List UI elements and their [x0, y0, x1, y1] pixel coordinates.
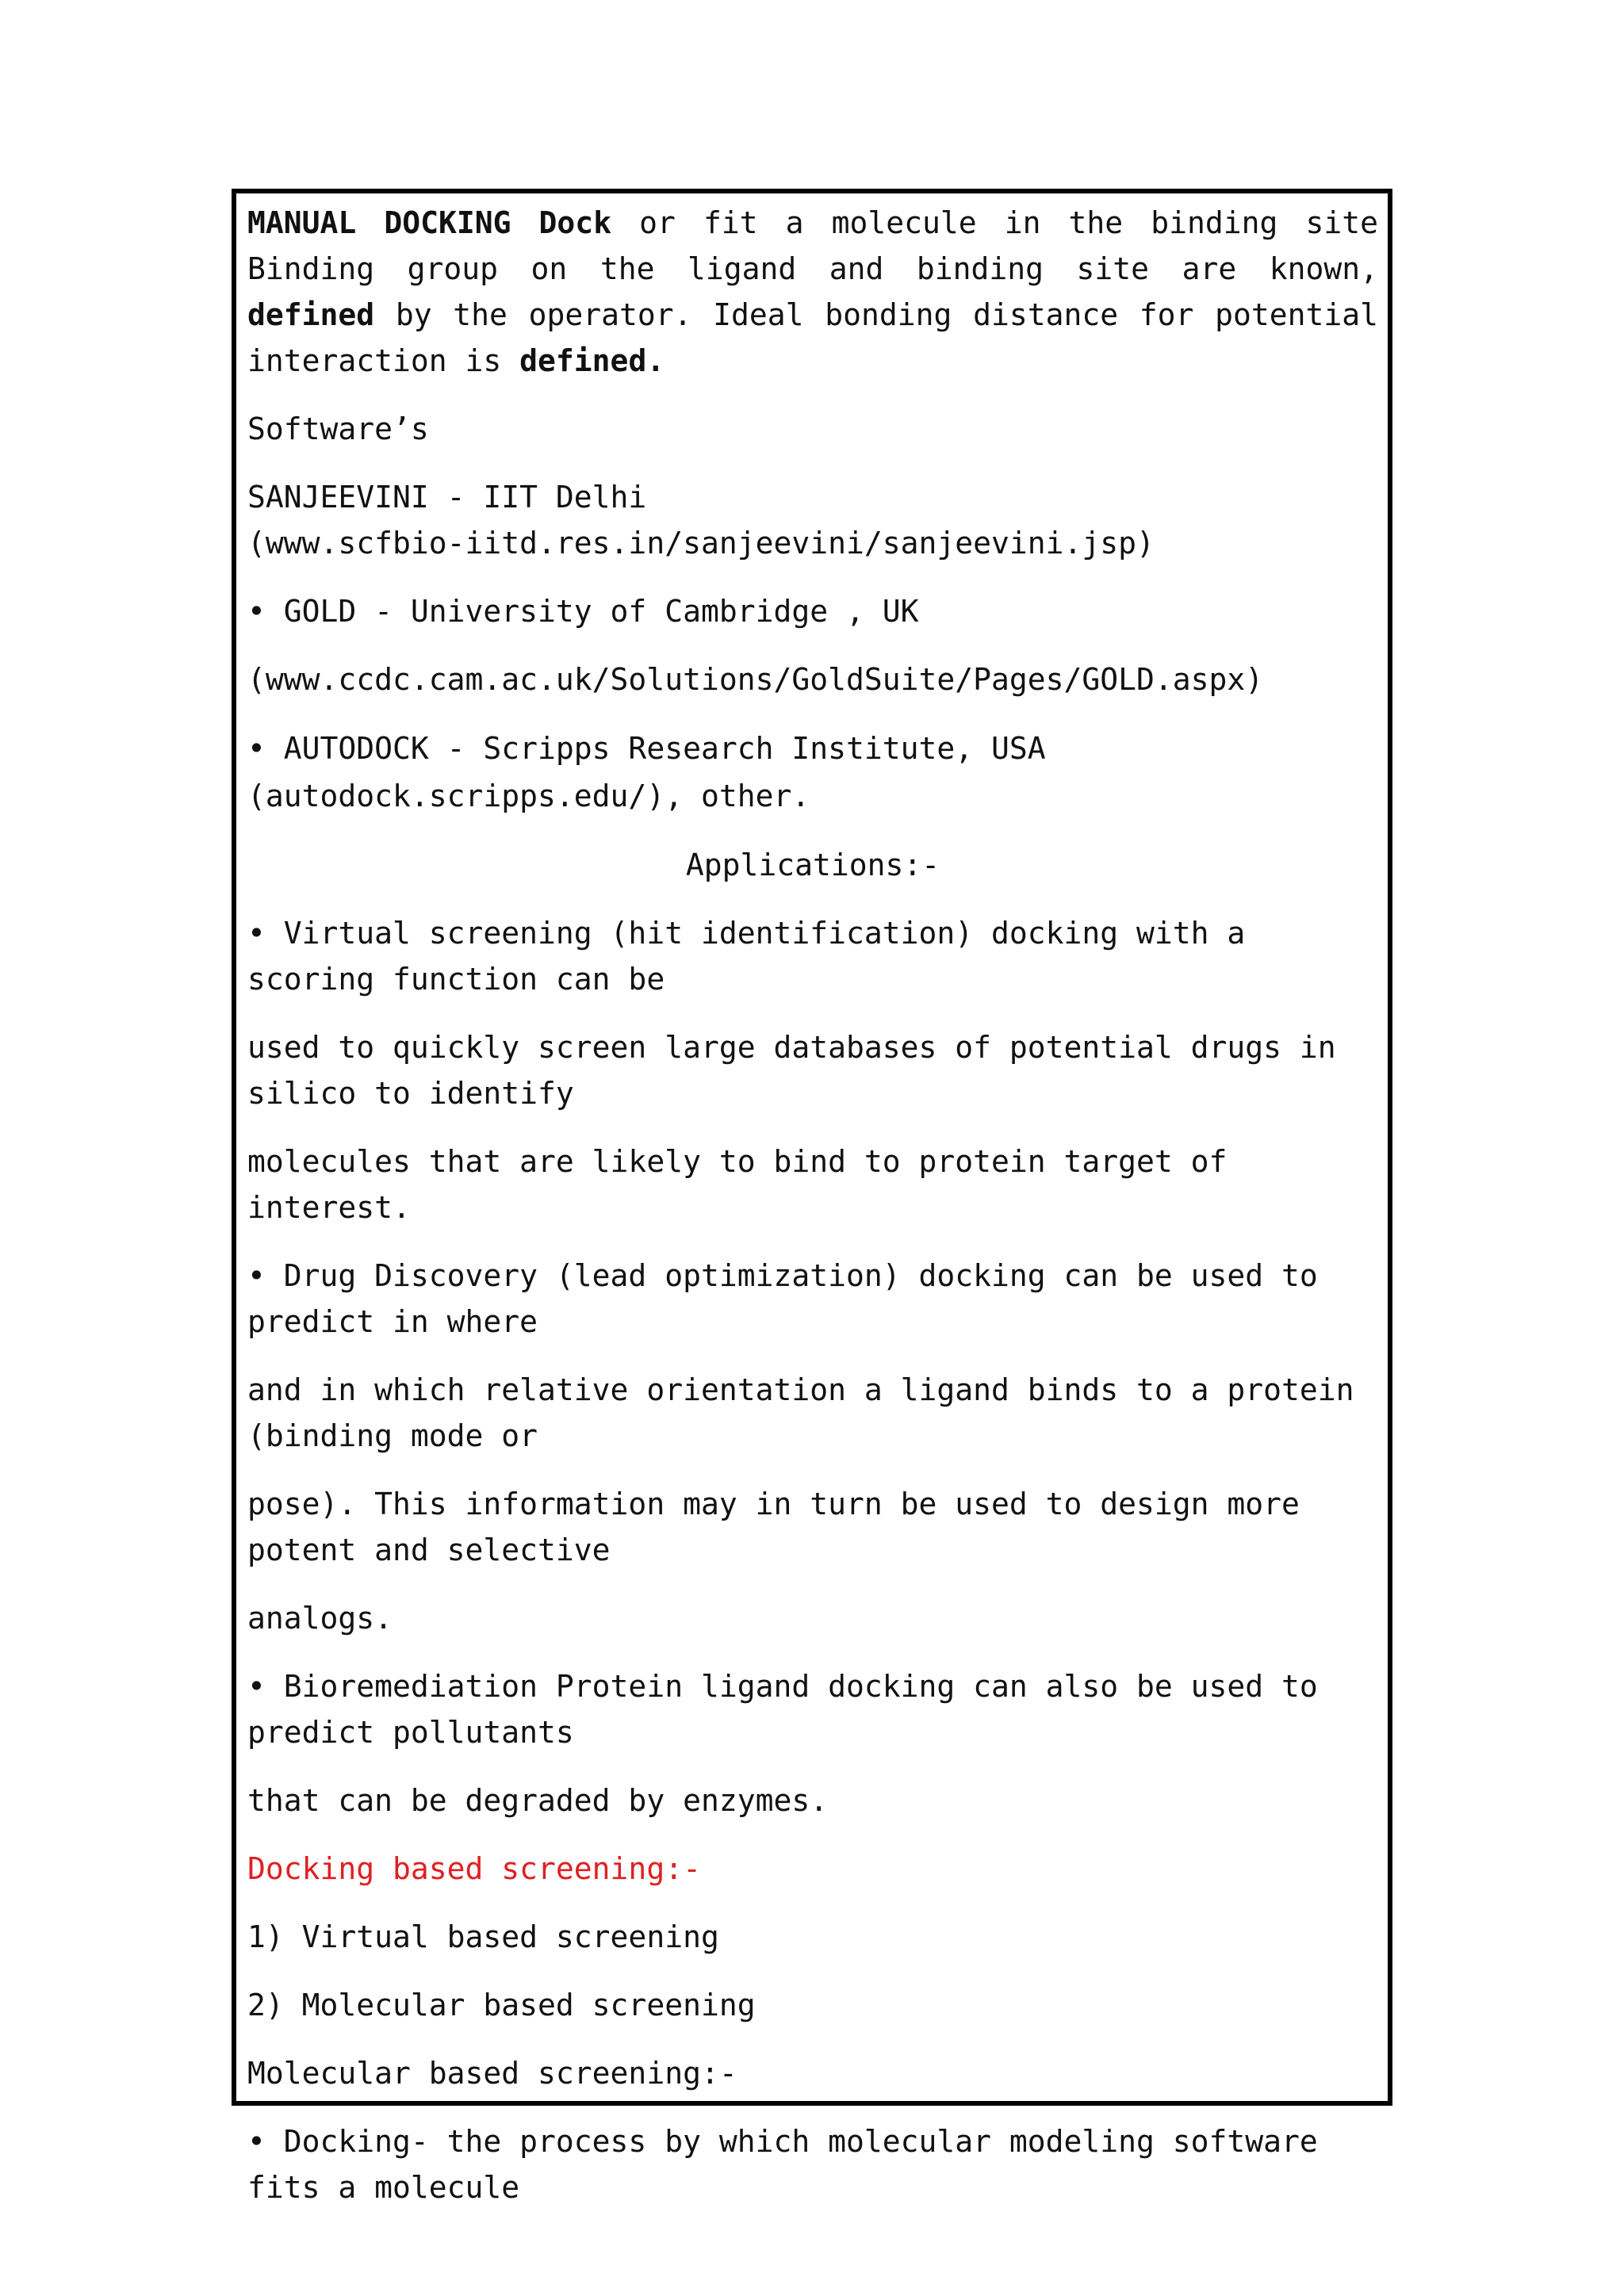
- docking-screening-heading: Docking based screening:-: [247, 1851, 701, 1886]
- drug-discovery-line-4: analogs.: [247, 1601, 393, 1636]
- screening-item-1: 1) Virtual based screening: [247, 1919, 719, 1954]
- content-box: [232, 189, 1392, 2205]
- screening-item-2: 2) Molecular based screening: [247, 1988, 756, 2022]
- manual-docking-text-2: by the operator. Ideal bonding distance for potential interaction is: [247, 297, 1378, 378]
- autodock-url: (autodock.scripps.edu/), other.: [247, 779, 810, 813]
- manual-docking-paragraph: [247, 200, 1378, 384]
- applications-heading: Applications:-: [685, 848, 940, 882]
- sanjeevini-entry: [247, 474, 1378, 566]
- softwares-heading: Software’s: [247, 411, 429, 446]
- manual-docking-lead: MANUAL DOCKING Dock: [247, 205, 612, 240]
- sanjeevini-url: (www.scfbio-iitd.res.in/sanjeevini/sanjeevini.jsp): [247, 526, 1155, 561]
- bioremediation-line-2: that can be degraded by enzymes.: [247, 1783, 829, 1818]
- defined-word-1: defined: [247, 297, 375, 332]
- autodock-entry: [247, 725, 1378, 820]
- docking-definition: • Docking- the process by which molecular modeling software fits a molecule: [247, 2124, 1318, 2205]
- drug-discovery-line-3: pose). This information may in turn be used to design more potent and selective: [247, 1487, 1300, 1567]
- gold-entry: • GOLD - University of Cambridge , UK: [247, 594, 919, 629]
- molecular-screening-heading: Molecular based screening:-: [247, 2056, 737, 2091]
- gold-url: (www.ccdc.cam.ac.uk/Solutions/GoldSuite/Pages/GOLD.aspx): [247, 662, 1264, 697]
- sanjeevini-line-1: SANJEEVINI - IIT Delhi: [247, 480, 647, 515]
- virtual-screening-line-3: molecules that are likely to bind to protein target of interest.: [247, 1144, 1228, 1225]
- virtual-screening-line-2: used to quickly screen large databases of potential drugs in silico to identify: [247, 1030, 1336, 1111]
- drug-discovery-line-2: and in which relative orientation a ligand binds to a protein (binding mode or: [247, 1372, 1354, 1453]
- autodock-line-1: • AUTODOCK - Scripps Research Institute, USA: [247, 731, 1046, 766]
- virtual-screening-line-1: • Virtual screening (hit identification) docking with a scoring function can be: [247, 916, 1246, 997]
- defined-word-2: defined.: [519, 343, 665, 378]
- bioremediation-line-1: • Bioremediation Protein ligand docking can also be used to predict pollutants: [247, 1669, 1318, 1750]
- drug-discovery-line-1: • Drug Discovery (lead optimization) docking can be used to predict in where: [247, 1258, 1318, 1339]
- manual-docking-text-1: or fit a molecule in the binding site Binding group on the ligand and binding site are known,: [247, 205, 1378, 286]
